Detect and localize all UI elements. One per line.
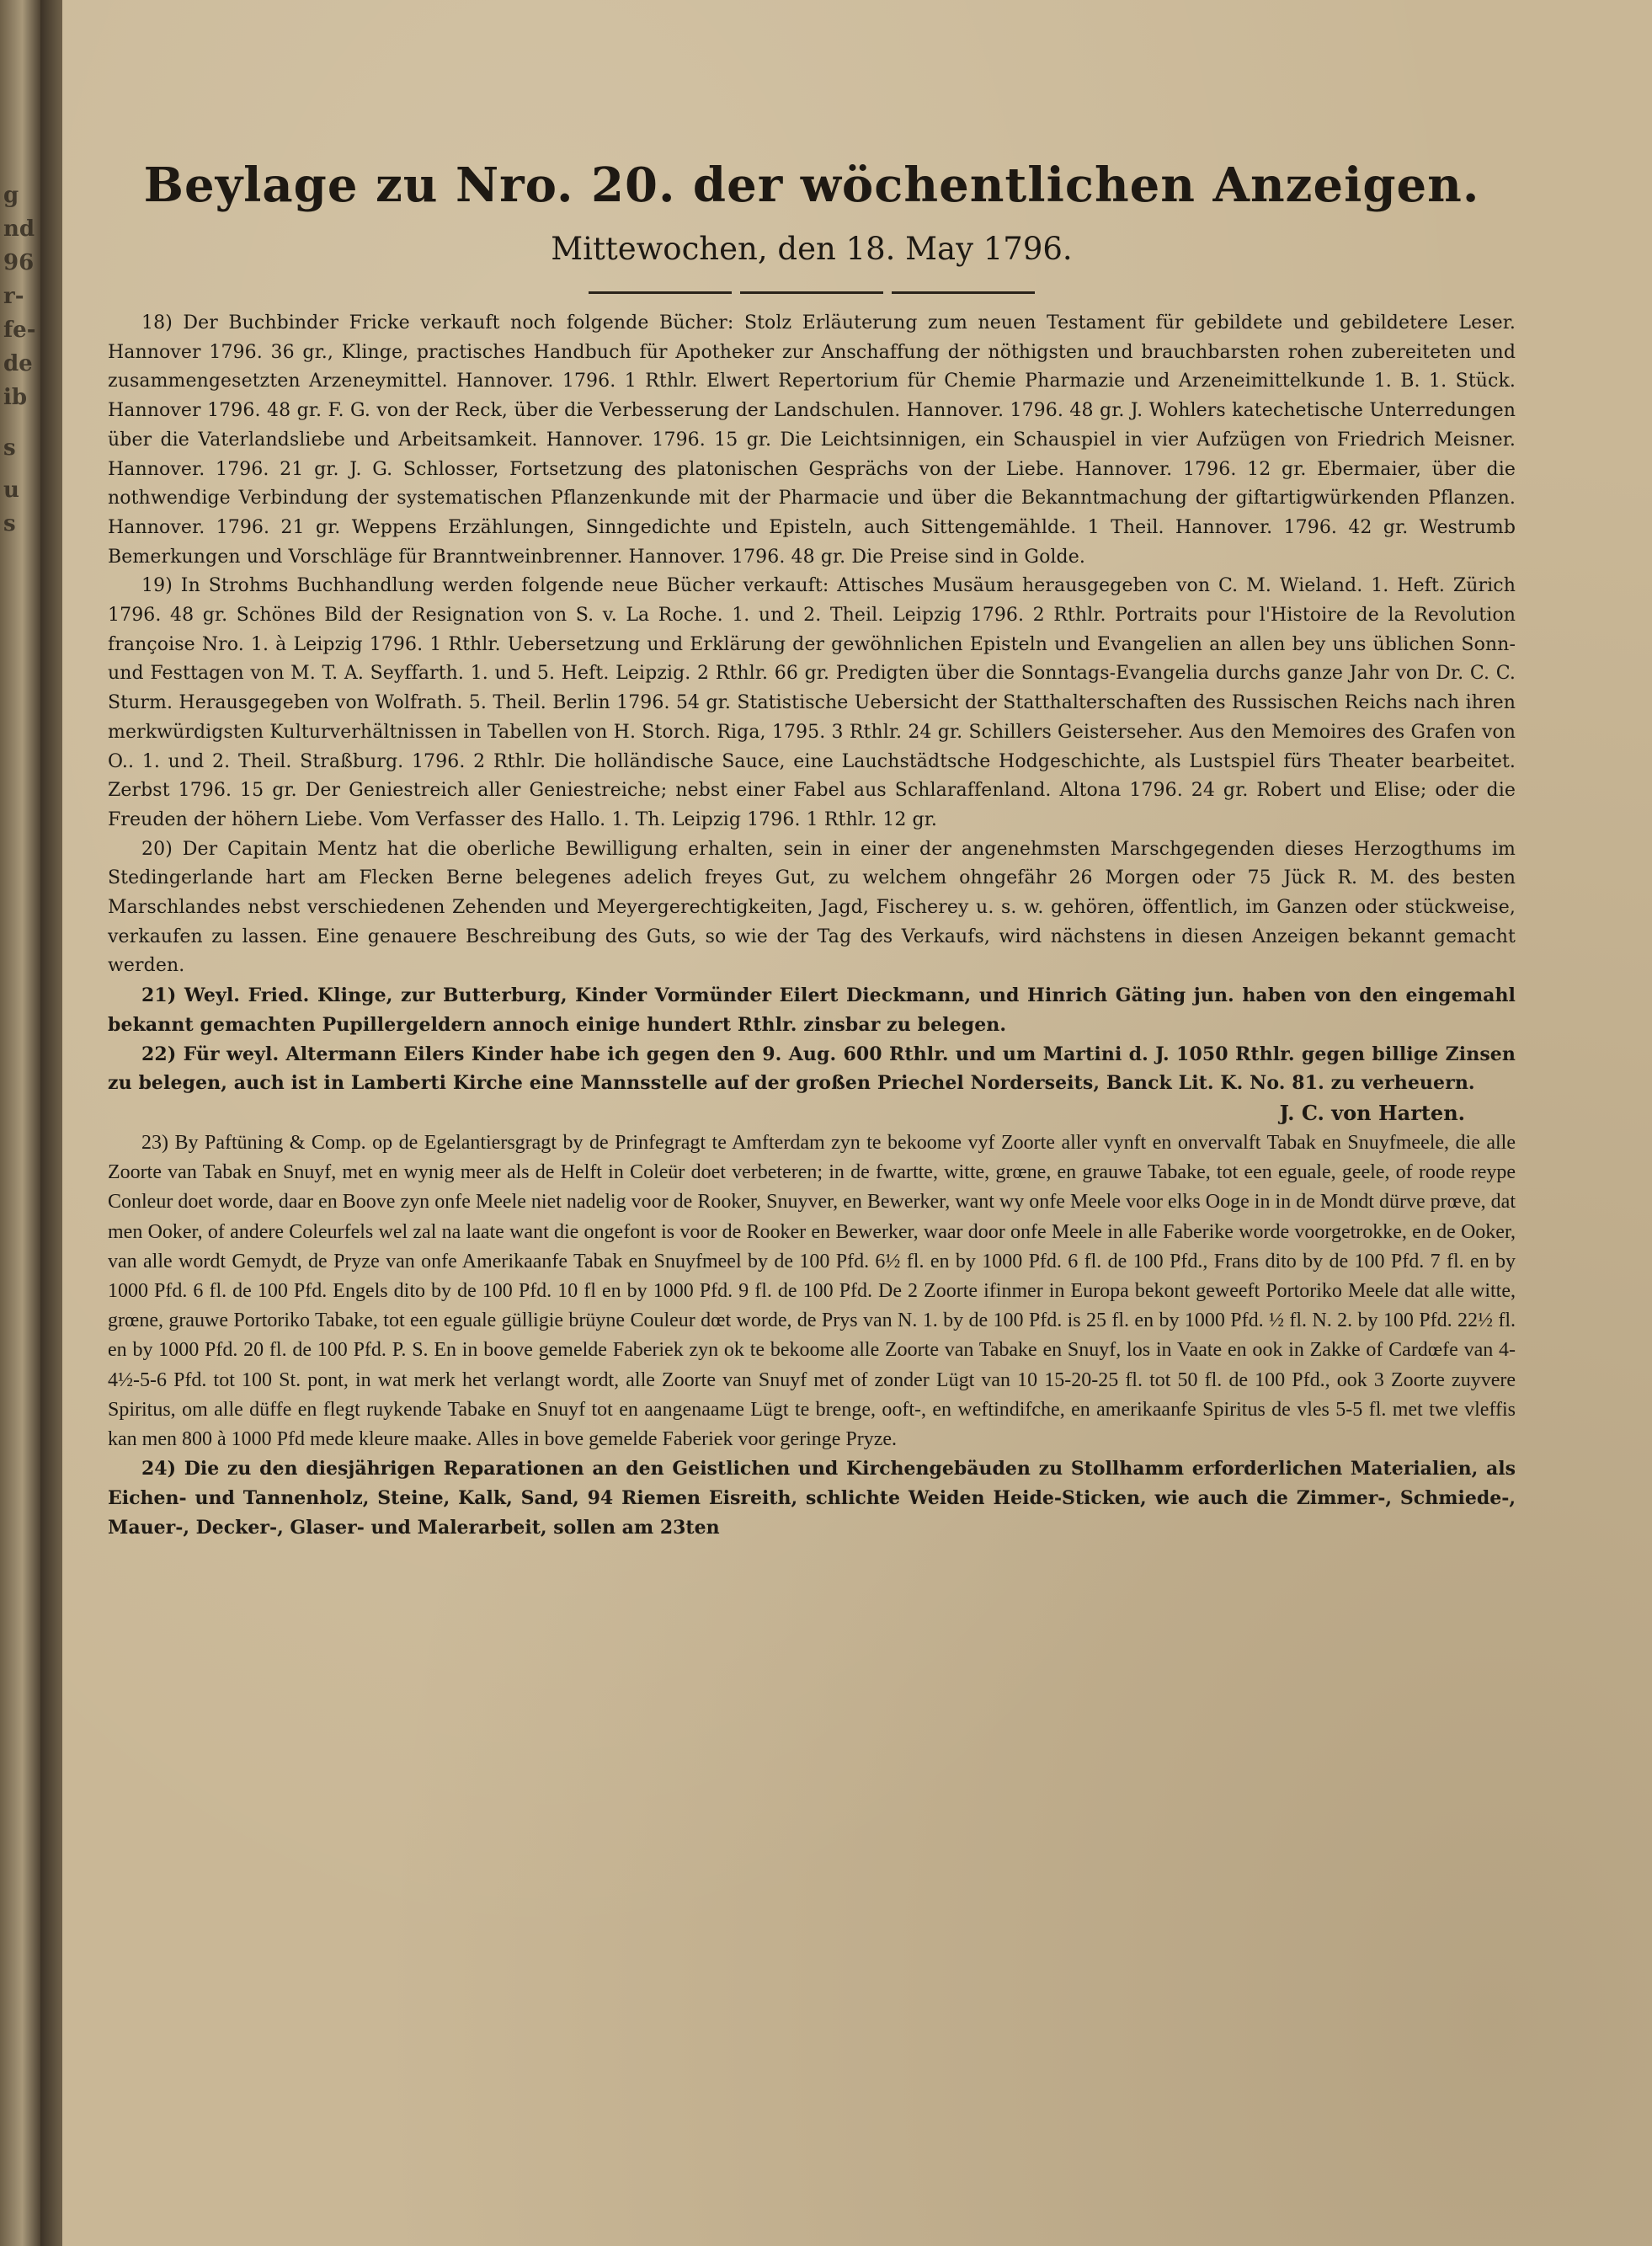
margin-fragment: s — [3, 511, 16, 536]
rule-segment — [589, 291, 732, 294]
margin-fragment: r- — [3, 284, 24, 309]
supplement-title: Beylage zu Nro. 20. der wöchentlichen Anzeigen. — [143, 157, 1480, 213]
book-gutter — [40, 0, 62, 2246]
margin-fragment: g — [3, 183, 19, 208]
rule-segment — [892, 291, 1035, 294]
adjacent-page-edge — [0, 0, 40, 2246]
margin-fragment: s — [3, 435, 16, 461]
notice-19-strohm-bookshop: 19) In Strohms Buchhandlung werden folgende neue Bücher verkauft: Attisches Musäum herausgegeben von C. M. Wieland. 1. Heft. Zürich 1796. 48 gr. Schönes Bild der Resignation von S. v. La Roche. 1. und 2. Theil. Leipzig 1796. 2 Rthlr. Portraits pour l'Histoire de la Revolution françoise Nro. 1. à Leipzig 1796. 1 Rthlr. Uebersetzung und Erklärung der gewöhnlichen Episteln und Evangelien an allen bey uns üblichen Sonn- und Festtagen von M. T. A. Seyffarth. 1. und 5. Heft. Leipzig. 2 Rthlr. 66 gr. Predigten über die Sonntags-Evangelia durchs ganze Jahr von Dr. C. C. Sturm. Herausgegeben von Wolfrath. 5. Theil. Berlin 1796. 54 gr. Statistische Uebersicht der Statthalterschaften des Russischen Reichs nach ihren merkwürdigsten Kulturverhältnissen in Tabellen von H. Storch. Riga, 1795. 3 Rthlr. 24 gr. Schillers Geisterseher. Aus den Memoires des Grafen von O.. 1. und 2. Theil. Straßburg. 1796. 2 Rthlr. Die holländische Sauce, eine Lauchstädtsche Hodgeschichte, als Lustspiel fürs Theater bearbeitet. Zerbst 1796. 15 gr. Der Geniestreich aller Geniestreiche; nebst einer Fabel aus Schlaraffenland. Altona 1796. 24 gr. Robert und Elise; oder die Freuden der höhern Liebe. Vom Verfasser des Hallo. 1. Th. Leipzig 1796. 1 Rthlr. 12 gr. — [108, 575, 1516, 830]
notice-22-signature: J. C. von Harten. — [1279, 1100, 1465, 1125]
margin-fragment: 96 — [3, 250, 35, 275]
notice-21-pupil-funds: 21) Weyl. Fried. Klinge, zur Butterburg, Kinder Vormünder Eilert Dieckmann, und Hinrich Gäting jun. haben von den eingemahl bekannt gemachten Pupillergeldern annoch einige hundert Rthlr. zinsbar zu belegen. — [108, 984, 1516, 1036]
notice-22-eilers-children: 22) Für weyl. Altermann Eilers Kinder habe ich gegen den 9. Aug. 600 Rthlr. und um Martini d. J. 1050 Rthlr. gegen billige Zinsen zu belegen, auch ist in Lamberti Kirche eine Mannsstelle auf der großen Priechel Norderseits, Banck Lit. K. No. 81. zu verheuern. — [108, 1043, 1516, 1095]
margin-fragment: nd — [3, 216, 35, 242]
margin-fragment: de — [3, 351, 33, 376]
issue-date: Mittewochen, den 18. May 1796. — [551, 231, 1073, 267]
page-content — [108, 153, 1516, 1542]
margin-fragment: u — [3, 477, 19, 503]
notice-18-bookbinder-fricke: 18) Der Buchbinder Fricke verkauft noch folgende Bücher: Stolz Erläuterung zum neuen Testament für gebildete und gebildetere Leser. Hannover 1796. 36 gr., Klinge, practisches Handbuch für Apotheker zur Anschaffung der nöthigsten und brauchbarsten rohen zubereiteten und zusammengesetzten Arzeneymittel. Hannover. 1796. 1 Rthlr. Elwert Repertorium für Chemie Pharmazie und Arzeneimittelkunde 1. B. 1. Stück. Hannover 1796. 48 gr. F. G. von der Reck, über die Verbesserung der Landschulen. Hannover. 1796. 48 gr. J. Wohlers katechetische Unterredungen über die Vaterlandsliebe und Arbeitsamkeit. Hannover. 1796. 15 gr. Die Leichtsinnigen, ein Schauspiel in vier Aufzügen von Friedrich Meisner. Hannover. 1796. 21 gr. J. G. Schlosser, Fortsetzung des platonischen Gesprächs von der Liebe. Hannover. 1796. 12 gr. Ebermaier, über die nothwendige Verbindung der systematischen Pflanzenkunde mit der Pharmacie und über die Bekanntmachung der giftartigwürkenden Pflanzen. Hannover. 1796. 21 gr. Weppens Erzählungen, Sinngedichte und Episteln, auch Sittengemählde. 1 Theil. Hannover. 1796. 42 gr. Westrumb Bemerkungen und Vorschläge für Branntweinbrenner. Hannover. 1796. 48 gr. Die Preise sind in Golde. — [108, 312, 1516, 568]
notice-20-capitain-mentz: 20) Der Capitain Mentz hat die oberliche Bewilligung erhalten, sein in einer der angenehmsten Marschgegenden dieses Herzogthums im Stedingerlande hart am Flecken Berne belegenes adelich freyes Gut, zu welchem ohngefähr 26 Morgen oder 75 Jück R. M. des besten Marschlandes nebst verschiedenen Zehenden und Meyergerechtigkeiten, Jagd, Fischerey u. s. w. gehören, öffentlich, im Ganzen oder stückweise, verkaufen zu lassen. Eine genauere Beschreibung des Guts, so wie der Tag des Verkaufs, wird nächstens in diesen Anzeigen bekannt gemacht werden. — [108, 838, 1516, 977]
notice-23-tobacco-amsterdam: 23) By Paftüning & Comp. op de Egelantiersgragt by de Prinfegragt te Amfterdam zyn te bekoome vyf Zoorte aller vynft en onvervalft Tabak en Snuyfmeele, die alle Zoorte van Tabak en Snuyf, met en wynig meer als de Helft in Coleür doet verbeteren; in de fwartte, witte, grœne, en grauwe Tabake, tot een eguale, geele, of roode reype Conleur doet worde, daar en Boove zyn onfe Meele niet nadelig voor de Rooker, Snuyver, en Bewerker, want wy onfe Meele voor elks Ooge in in de Mondt dürve prœve, dat men Ooker, of andere Coleurfels wel zal na laate want die ongefont is voor de Rooker en Bewerker, waar door onfe Meele in alle Faberike worde voorgetrokke, en de Ooker, van alle wordt Gemydt, de Pryze van onfe Amerikaanfe Tabak en Snuyfmeel by de 100 Pfd. 6½ fl. en by 1000 Pfd. 6 fl. de 100 Pfd., Frans dito by de 100 Pfd. 7 fl. en by 1000 Pfd. 6 fl. de 100 Pfd. Engels dito by de 100 Pfd. 10 fl en by 1000 Pfd. 9 fl. de 100 Pfd. De 2 Zoorte ifinmer in Europa bekont geweeft Portoriko Meele dat alle witte, grœne, grauwe Portoriko Tabake, tot een eguale gülligie brüyne Couleur dœt worde, de Prys van N. 1. by de 100 Pfd. is 25 fl. en by 1000 Pfd. ½ fl. N. 2. by 100 Pfd. 22½ fl. en by 1000 Pfd. 20 fl. de 100 Pfd. P. S. En in boove gemelde Faberiek zyn ok te bekoome alle Zoorte van Tabake en Snuyf, los in Vaate en ook in Zakke of Cardœfe van 4-4½-5-6 Pfd. tot 100 St. pont, in wat merk het verlangt wordt, alle Zoorte van Snuyf met of zonder Lügt van 10 15-20-25 fl. tot 50 fl. de 100 Pfd., ook 3 Zoorte zuyvere Spiritus, om alle düffe en flegt ruykende Tabake en Snuyf tot en aangenaame Lügt te brenge, ooft-, en weftindifche, en amerikaanfe Spiritus de vles 5-5 fl. met twe vleffis kan men 800 à 1000 Pfd mede kleure maake. Alles in bove gemelde Faberiek voor geringe Pryze. — [108, 1131, 1516, 1451]
rule-segment — [740, 291, 883, 294]
margin-fragment: fe- — [3, 317, 36, 343]
notice-24-stollhamm-repairs: 24) Die zu den diesjährigen Reparationen an den Geistlichen und Kirchengebäuden zu Stollhamm erforderlichen Materialien, als Eichen- und Tannenholz, Steine, Kalk, Sand, 94 Riemen Eisreith, schlichte Weiden Heide-Sticken, wie auch die Zimmer-, Schmiede-, Mauer-, Decker-, Glaser- und Malerarbeit, sollen am 23ten — [108, 1458, 1516, 1539]
title-rule — [108, 291, 1516, 294]
margin-fragment: ib — [3, 385, 28, 410]
newspaper-page — [62, 0, 1652, 2246]
